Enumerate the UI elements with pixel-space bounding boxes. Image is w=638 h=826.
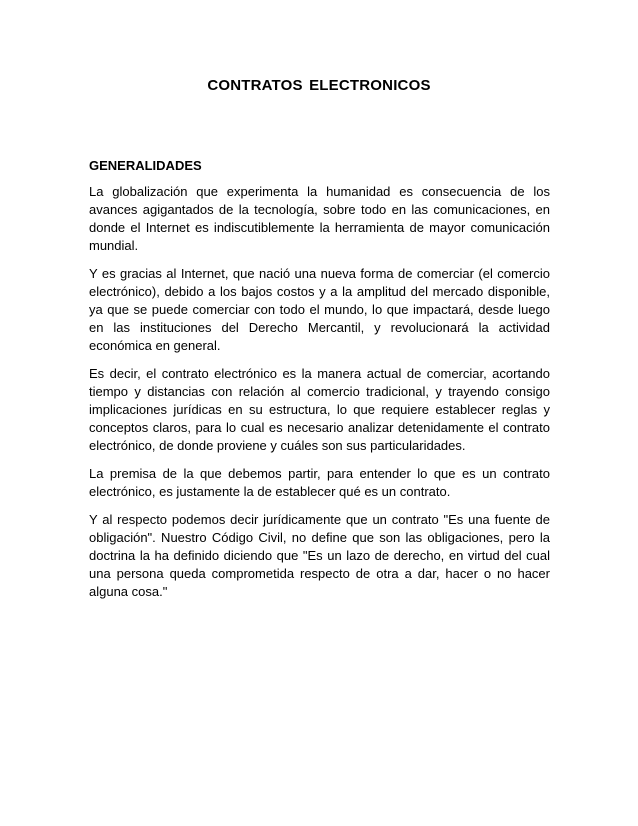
- paragraph-5: Y al respecto podemos decir jurídicamente que un contrato "Es una fuente de obligación". Nuestro Código Civil, no define que son las obligaciones, pero la doctrina la ha definido diciendo que "Es un lazo de derecho, en virtud del cual una persona queda comprometida respecto de otra a dar, hacer o no hacer alguna cosa.": [89, 512, 550, 599]
- paragraph-1: La globalización que experimenta la humanidad es consecuencia de los avances agigantados de la tecnología, sobre todo en las comunicaciones, en donde el Internet es indiscutiblemente la herramienta de mayor comunicación mundial.: [89, 184, 550, 253]
- document-title: CONTRATOS ELECTRONICOS: [207, 77, 431, 94]
- body-text: [89, 183, 550, 611]
- paragraph-3: Es decir, el contrato electrónico es la manera actual de comerciar, acortando tiempo y distancias con relación al comercio tradicional, y trayendo consigo implicaciones jurídicas en su estructura, lo que requiere establecer reglas y conceptos claros, para lo cual es necesario analizar detenidamente el contrato electrónico, de donde proviene y cuáles son sus particularidades.: [89, 366, 550, 453]
- paragraph-4: La premisa de la que debemos partir, para entender lo que es un contrato electrónico, es justamente la de establecer qué es un contrato.: [89, 466, 550, 499]
- section-heading: GENERALIDADES: [89, 158, 202, 173]
- paragraph-2: Y es gracias al Internet, que nació una nueva forma de comerciar (el comercio electrónico), debido a los bajos costos y a la amplitud del mercado disponible, ya que se puede comerciar con todo el mundo, lo que impactará, desde luego en las instituciones del Derecho Mercantil, y revolucionará la actividad económica en general.: [89, 266, 550, 353]
